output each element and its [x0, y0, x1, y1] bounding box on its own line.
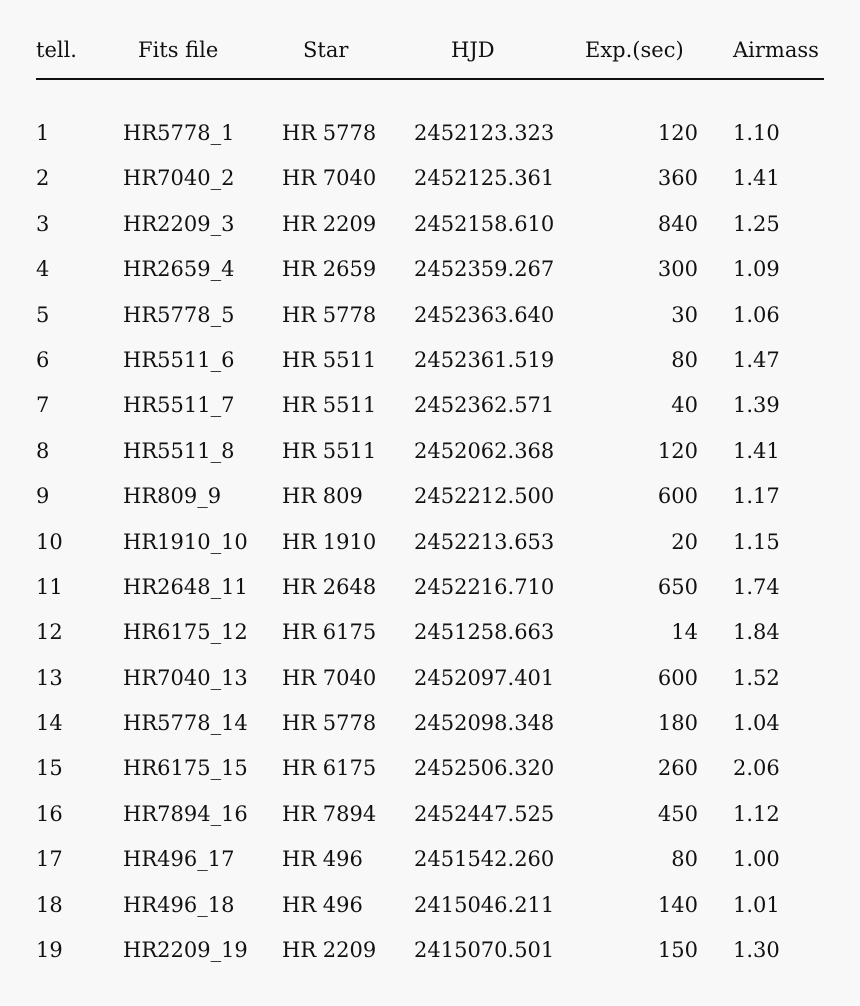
cell-tell: 7: [36, 393, 50, 418]
cell-tell: 2: [36, 166, 50, 191]
cell-fits-file: HR1910_10: [123, 529, 248, 554]
cell-hjd: 2452363.640: [414, 302, 555, 327]
cell-star: HR 5778: [282, 121, 377, 145]
table-body: [36, 112, 824, 974]
cell-fits-file: HR5778_1: [123, 121, 235, 145]
cell-tell: 5: [36, 302, 50, 327]
cell-star: HR 7894: [282, 801, 377, 826]
cell-airmass: 1.04: [733, 711, 780, 736]
cell-exposure: 80: [671, 347, 698, 372]
cell-airmass: 1.84: [733, 620, 780, 645]
cell-fits-file: HR5511_8: [123, 438, 235, 463]
cell-tell: 14: [36, 711, 63, 736]
table-row: [36, 430, 824, 475]
cell-tell: 9: [36, 484, 50, 509]
cell-fits-file: HR2209_3: [123, 211, 235, 236]
cell-airmass: 1.47: [733, 347, 780, 372]
cell-tell: 6: [36, 347, 50, 372]
header-star: Star: [303, 38, 349, 62]
cell-airmass: 1.09: [733, 257, 780, 282]
cell-exposure: 20: [671, 529, 698, 554]
cell-airmass: 1.74: [733, 574, 780, 599]
cell-star: HR 5511: [282, 393, 377, 418]
cell-airmass: 1.06: [733, 302, 780, 327]
cell-star: HR 5511: [282, 347, 377, 372]
cell-airmass: 1.41: [733, 438, 780, 463]
cell-hjd: 2452097.401: [414, 665, 555, 690]
table-row: [36, 793, 824, 838]
table-row: [36, 747, 824, 792]
cell-fits-file: HR5778_5: [123, 302, 235, 327]
table-row: [36, 157, 824, 202]
table-row: [36, 884, 824, 929]
header-tell: tell.: [36, 38, 77, 62]
cell-exposure: 14: [671, 620, 698, 645]
cell-hjd: 2451258.663: [414, 620, 555, 645]
table-row: [36, 203, 824, 248]
table-row: [36, 248, 824, 293]
cell-exposure: 600: [657, 665, 698, 690]
cell-fits-file: HR5511_7: [123, 393, 235, 418]
cell-exposure: 140: [657, 892, 698, 917]
cell-hjd: 2452506.320: [414, 756, 555, 781]
cell-hjd: 2415070.501: [414, 938, 555, 963]
table-row: [36, 657, 824, 702]
cell-exposure: 650: [657, 574, 698, 599]
cell-star: HR 2648: [282, 574, 377, 599]
cell-fits-file: HR7894_16: [123, 801, 248, 826]
table-row: [36, 929, 824, 974]
cell-fits-file: HR5778_14: [123, 711, 248, 736]
cell-star: HR 7040: [282, 166, 377, 191]
cell-fits-file: HR5511_6: [123, 347, 235, 372]
cell-star: HR 5778: [282, 711, 377, 736]
header-hjd: HJD: [451, 38, 495, 62]
cell-exposure: 260: [657, 756, 698, 781]
cell-airmass: 2.06: [733, 756, 780, 781]
cell-exposure: 120: [657, 438, 698, 463]
cell-airmass: 1.10: [733, 121, 780, 145]
cell-exposure: 840: [657, 211, 698, 236]
cell-fits-file: HR7040_13: [123, 665, 248, 690]
cell-fits-file: HR7040_2: [123, 166, 235, 191]
cell-exposure: 80: [671, 847, 698, 872]
cell-star: HR 496: [282, 847, 363, 872]
cell-hjd: 2452125.361: [414, 166, 555, 191]
cell-exposure: 120: [657, 121, 698, 145]
table-row: [36, 384, 824, 429]
header-airmass: Airmass: [733, 38, 819, 62]
cell-exposure: 180: [657, 711, 698, 736]
cell-fits-file: HR2209_19: [123, 938, 248, 963]
table-row: [36, 294, 824, 339]
cell-exposure: 360: [657, 166, 698, 191]
header-fits-file: Fits file: [138, 38, 219, 62]
cell-tell: 1: [36, 121, 50, 145]
cell-tell: 19: [36, 938, 63, 963]
cell-exposure: 300: [657, 257, 698, 282]
cell-airmass: 1.39: [733, 393, 780, 418]
cell-exposure: 600: [657, 484, 698, 509]
cell-tell: 15: [36, 756, 63, 781]
cell-airmass: 1.30: [733, 938, 780, 963]
cell-star: HR 1910: [282, 529, 377, 554]
cell-exposure: 30: [671, 302, 698, 327]
table-row: [36, 521, 824, 566]
header-exposure: Exp.(sec): [585, 38, 684, 62]
cell-tell: 8: [36, 438, 50, 463]
cell-hjd: 2452062.368: [414, 438, 555, 463]
telluric-table: [36, 0, 824, 963]
table-row: [36, 838, 824, 883]
table-header: [36, 0, 824, 80]
cell-hjd: 2415046.211: [414, 892, 555, 917]
cell-fits-file: HR2659_4: [123, 257, 235, 282]
cell-exposure: 150: [657, 938, 698, 963]
cell-star: HR 2209: [282, 211, 377, 236]
cell-hjd: 2452359.267: [414, 257, 555, 282]
cell-fits-file: HR6175_15: [123, 756, 248, 781]
cell-hjd: 2452213.653: [414, 529, 555, 554]
table-row: [36, 702, 824, 747]
cell-tell: 18: [36, 892, 63, 917]
cell-hjd: 2452447.525: [414, 801, 555, 826]
cell-tell: 10: [36, 529, 63, 554]
cell-airmass: 1.12: [733, 801, 780, 826]
cell-airmass: 1.25: [733, 211, 780, 236]
cell-exposure: 40: [671, 393, 698, 418]
cell-airmass: 1.52: [733, 665, 780, 690]
cell-tell: 16: [36, 801, 63, 826]
cell-hjd: 2452212.500: [414, 484, 555, 509]
cell-hjd: 2452216.710: [414, 574, 555, 599]
cell-star: HR 496: [282, 892, 363, 917]
cell-fits-file: HR809_9: [123, 484, 222, 509]
cell-tell: 11: [36, 574, 63, 599]
cell-airmass: 1.01: [733, 892, 780, 917]
cell-hjd: 2451542.260: [414, 847, 555, 872]
cell-fits-file: HR496_18: [123, 892, 235, 917]
cell-airmass: 1.15: [733, 529, 780, 554]
table-row: [36, 566, 824, 611]
cell-airmass: 1.17: [733, 484, 780, 509]
cell-hjd: 2452362.571: [414, 393, 555, 418]
cell-hjd: 2452158.610: [414, 211, 555, 236]
cell-hjd: 2452098.348: [414, 711, 555, 736]
cell-tell: 13: [36, 665, 63, 690]
cell-fits-file: HR2648_11: [123, 574, 248, 599]
table-row: [36, 339, 824, 384]
cell-tell: 12: [36, 620, 63, 645]
cell-star: HR 5778: [282, 302, 377, 327]
cell-tell: 4: [36, 257, 50, 282]
table-row: [36, 611, 824, 656]
cell-star: HR 5511: [282, 438, 377, 463]
cell-exposure: 450: [657, 801, 698, 826]
cell-fits-file: HR6175_12: [123, 620, 248, 645]
cell-star: HR 7040: [282, 665, 377, 690]
cell-star: HR 809: [282, 484, 363, 509]
cell-hjd: 2452123.323: [414, 121, 555, 145]
cell-tell: 17: [36, 847, 63, 872]
cell-star: HR 6175: [282, 620, 377, 645]
cell-hjd: 2452361.519: [414, 347, 555, 372]
cell-star: HR 2659: [282, 257, 377, 282]
cell-star: HR 6175: [282, 756, 377, 781]
cell-airmass: 1.00: [733, 847, 780, 872]
cell-star: HR 2209: [282, 938, 377, 963]
cell-fits-file: HR496_17: [123, 847, 235, 872]
table-row: [36, 475, 824, 520]
table-row: [36, 112, 824, 157]
cell-tell: 3: [36, 211, 50, 236]
cell-airmass: 1.41: [733, 166, 780, 191]
